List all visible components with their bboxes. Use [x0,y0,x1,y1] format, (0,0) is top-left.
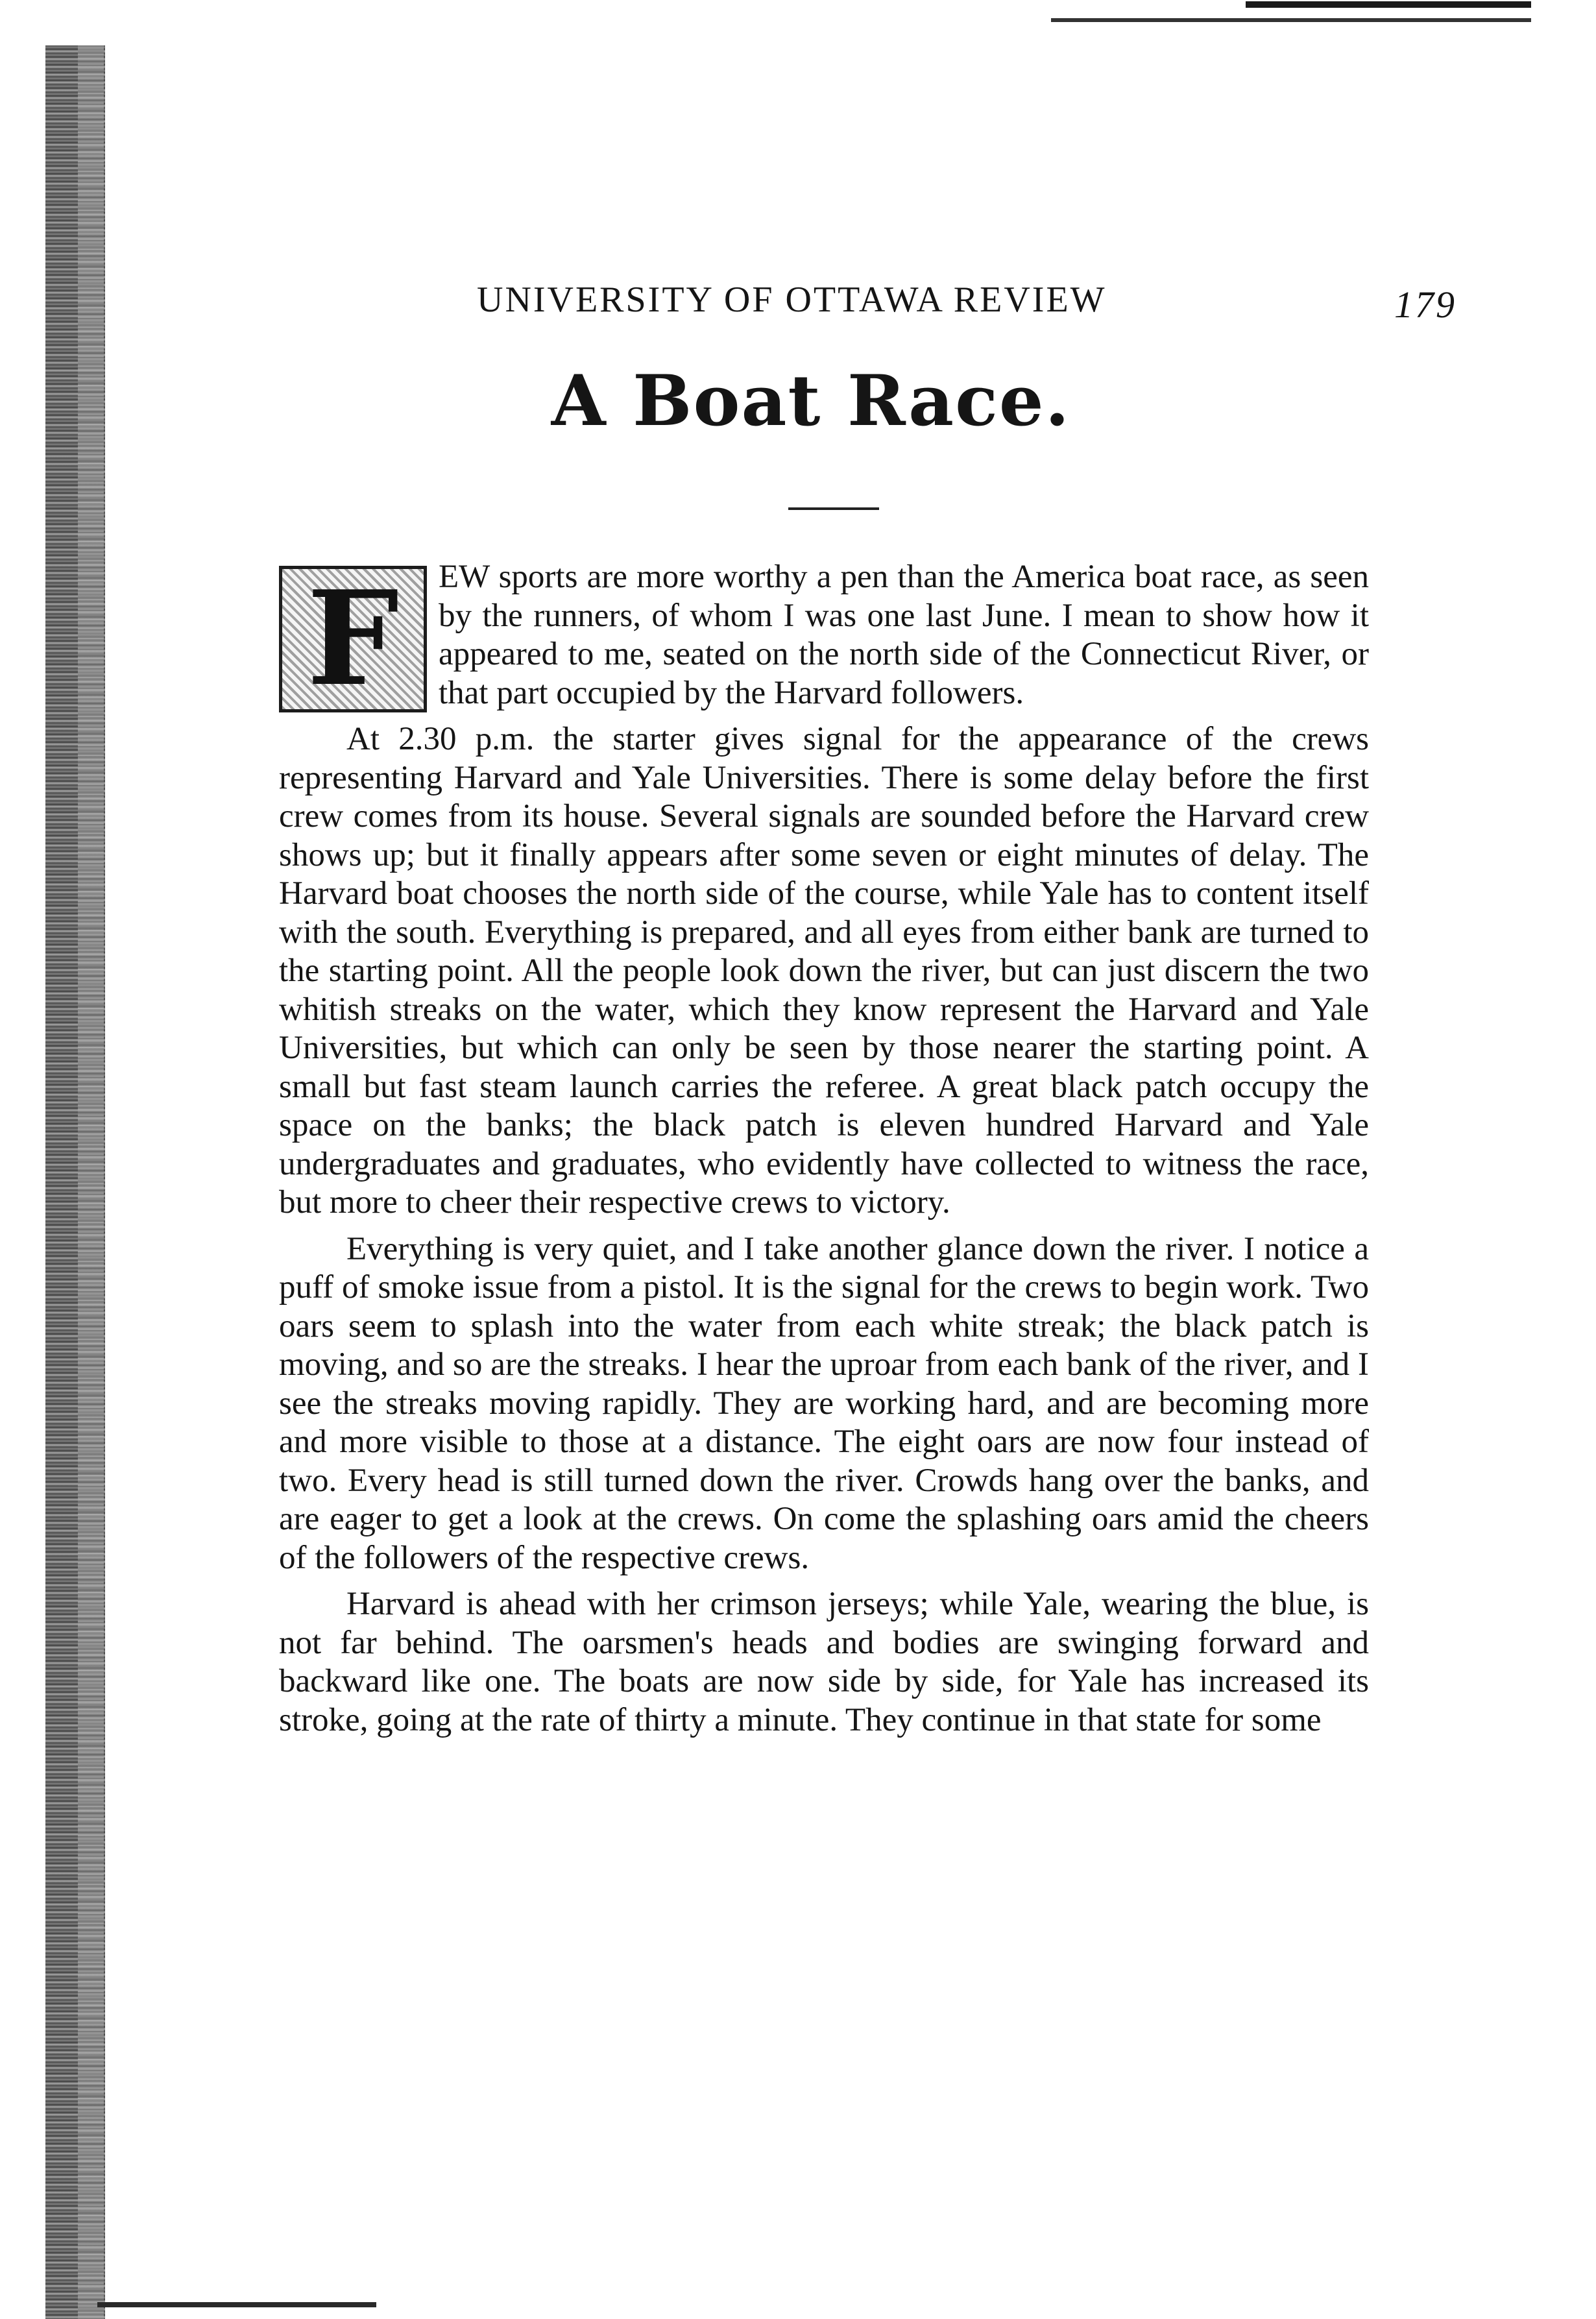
article-title: A Boat Race. [551,360,1071,442]
running-head [477,279,1457,331]
paragraph: At 2.30 p.m. the starter gives signal for the appearance of the crews representing Harvard and Yale Universities. There is some delay before the first crew comes from its house. Several signals are sounded before the Harvard crew shows up; but it finally appears after some seven or eight minutes of delay. The Harvard boat chooses the north side of the course, while Yale has to content itself with the south. Everything is prepared, and all eyes from either bank are turned to the starting point. All the people look down the river, but can just discern the two whitish streaks on the water, which they know represent the Harvard and Yale Universities, but which can only be seen by those nearer the starting point. A small but fast steam launch carries the referee. A great black patch occupy the space on the banks; the black patch is eleven hundred Harvard and Yale undergraduates and graduates, who evidently have collected to witness the race, but more to cheer their respective crews to victory. [279,721,1369,1220]
journal-title: UNIVERSITY OF OTTAWA REVIEW [477,280,1107,320]
bottom-edge-rule [97,2302,376,2307]
article-body [279,558,1369,1747]
drop-cap-letter: F [282,569,424,709]
top-edge-rule-thick [1246,1,1531,8]
paragraph [279,558,1369,715]
title-rule [788,507,879,510]
paragraph: Everything is very quiet, and I take another glance down the river. I notice a puff of smoke issue from a pistol. It is the signal for the crews to begin work. Two oars seem to splash into the water from each white streak; the black patch is moving, and so are the streaks. I hear the uproar from each bank of the river, and I see the streaks moving rapidly. They are working hard, and are becoming more and more visible to those at a distance. The eight oars are now four instead of two. Every head is still turned down the river. Crowds hang over the banks, and are eager to get a look at the crews. On come the splashing oars amid the cheers of the followers of the respective crews. [279,1230,1369,1576]
paragraph-text: EW sports are more worthy a pen than the America boat race, as seen by the runners, of whom I was one last June. I mean to show how it appeared to me, seated on the north side of the Connecticut River, or that part occupied by the Harvard followers. [439,559,1369,711]
top-edge-rule [1051,18,1531,22]
paragraph: Harvard is ahead with her crimson jerseys; while Yale, wearing the blue, is not far behind. The oarsmen's heads and bodies are swinging forward and backward like one. The boats are now side by side, for Yale has increased its stroke, going at the rate of thirty a minute. They continue in that state for some [279,1586,1369,1738]
drop-cap-ornament [279,563,427,715]
page-number: 179 [1394,284,1457,326]
